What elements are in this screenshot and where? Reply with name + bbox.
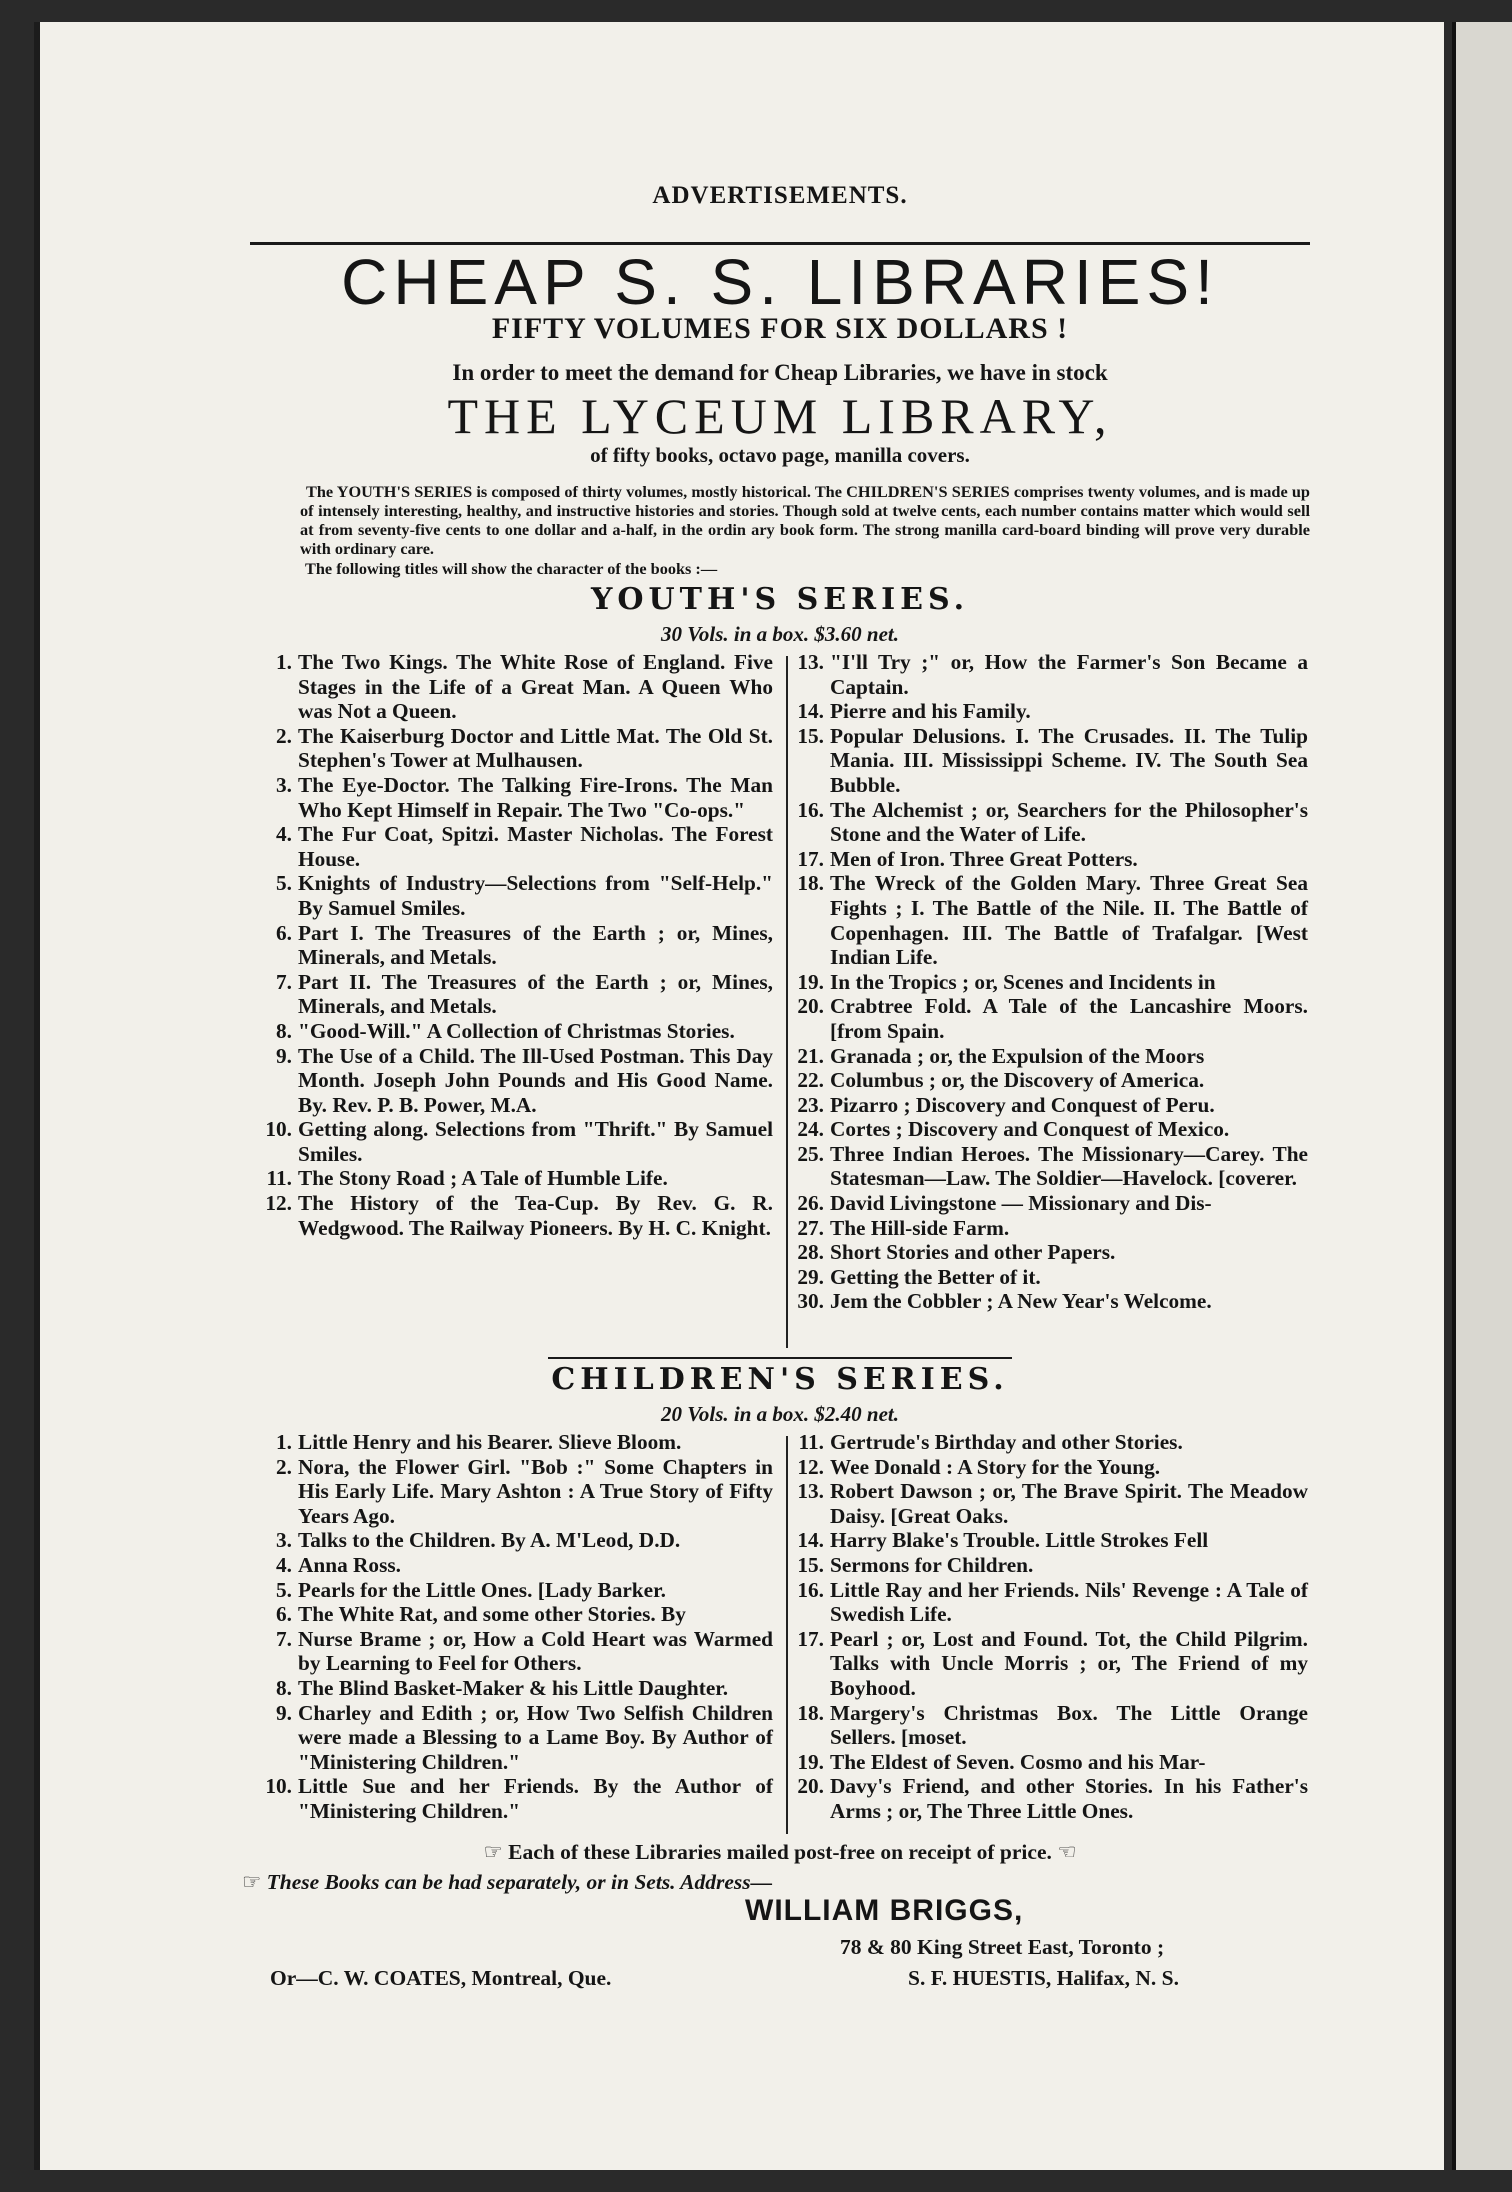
item-number: 10. — [265, 1117, 292, 1142]
item-number: 5. — [276, 871, 292, 896]
item-number: 6. — [276, 920, 292, 945]
list-item — [790, 1553, 1308, 1578]
pointing-hand-icon: ☞ — [242, 1870, 262, 1895]
list-item — [258, 1455, 773, 1529]
list-item — [258, 1430, 773, 1455]
mailed-notice — [250, 1840, 1310, 1865]
childrens-right-column — [790, 1430, 1308, 1824]
item-number: 17. — [797, 846, 824, 871]
subheadline: FIFTY VOLUMES FOR SIX DOLLARS ! — [491, 312, 1069, 345]
item-title: Harry Blake's Trouble. Little Strokes Fell — [830, 1528, 1209, 1553]
item-number: 10. — [265, 1774, 292, 1799]
item-number: 3. — [276, 772, 292, 797]
item-number: 21. — [797, 1043, 824, 1068]
list-item — [790, 1093, 1308, 1118]
list-item — [790, 1774, 1308, 1823]
youths-series-subtitle: 30 Vols. in a box. $3.60 net. — [660, 622, 900, 646]
item-number: 24. — [797, 1117, 824, 1142]
list-item — [258, 1117, 773, 1166]
item-number: 23. — [797, 1092, 824, 1117]
item-title: Three Indian Heroes. The Missionary—Carey. The Statesman—Law. The Soldier—Havelock. [coverer. — [830, 1141, 1308, 1191]
item-title: Popular Delusions. I. The Crusades. II. The Tulip Mania. III. Mississippi Scheme. IV. The South Sea Bubble. — [830, 723, 1308, 797]
youths-left-column — [258, 650, 773, 1240]
item-title: The Hill-side Farm. — [830, 1215, 1010, 1240]
youths-series-title: YOUTH'S SERIES. — [590, 582, 970, 617]
item-number: 13. — [797, 650, 824, 674]
list-item — [790, 1265, 1308, 1290]
following-titles-note: The following titles will show the character of the books :— — [305, 559, 718, 578]
publisher-address: 78 & 80 King Street East, Toronto ; — [840, 1935, 1165, 1959]
list-item — [790, 724, 1308, 798]
library-description: of fifty books, octavo page, manilla covers. — [590, 443, 970, 467]
item-number: 11. — [266, 1166, 292, 1191]
item-title: Anna Ross. — [298, 1552, 401, 1577]
childrens-column-divider — [786, 1436, 788, 1834]
item-number: 16. — [797, 1577, 824, 1602]
item-number: 20. — [797, 1774, 824, 1799]
item-title: The Use of a Child. The Ill-Used Postman. This Day Month. Joseph John Pounds and His Good Name. By. Rev. P. B. Power, M.A. — [298, 1043, 773, 1117]
list-item — [790, 847, 1308, 872]
item-number: 18. — [797, 871, 824, 896]
item-number: 11. — [798, 1430, 824, 1454]
list-item — [790, 1142, 1308, 1191]
item-title: Crabtree Fold. A Tale of the Lancashire Moors. [from Spain. — [830, 994, 1308, 1043]
list-item — [790, 1627, 1308, 1701]
item-title: David Livingstone — Missionary and Dis- — [830, 1191, 1212, 1216]
item-number: 9. — [276, 1043, 292, 1068]
item-title: The Eldest of Seven. Cosmo and his Mar- — [830, 1749, 1206, 1774]
item-number: 22. — [797, 1068, 824, 1093]
list-item — [258, 1627, 773, 1676]
pointing-hand-icon: ☞ — [483, 1840, 503, 1865]
childrens-series-title: CHILDREN'S SERIES. — [551, 1362, 1009, 1397]
item-title: The History of the Tea-Cup. By Rev. G. R. Wedgwood. The Railway Pioneers. By H. C. Knight. — [298, 1191, 773, 1240]
item-number: 2. — [276, 1454, 292, 1479]
list-item — [790, 1430, 1308, 1455]
item-number: 1. — [276, 1430, 292, 1454]
item-title: The Wreck of the Golden Mary. Three Great Sea Fights ; I. The Battle of the Nile. II. The Battle of Copenhagen. III. The Battle of Trafalgar. [West Indian Life. — [830, 871, 1308, 970]
item-number: 5. — [276, 1577, 292, 1602]
item-title: Jem the Cobbler ; A New Year's Welcome. — [830, 1289, 1212, 1314]
item-title: The Eye-Doctor. The Talking Fire-Irons. The Man Who Kept Himself in Repair. The Two "Co-ops." — [298, 772, 773, 822]
list-item — [790, 1289, 1308, 1314]
item-title: Talks to the Children. By A. M'Leod, D.D. — [298, 1528, 681, 1553]
list-item — [258, 724, 773, 773]
item-title: Cortes ; Discovery and Conquest of Mexico. — [830, 1117, 1230, 1142]
list-item — [258, 1019, 773, 1044]
item-title: The Alchemist ; or, Searchers for the Philosopher's Stone and the Water of Life. — [830, 797, 1308, 847]
library-name: THE LYCEUM LIBRARY, — [447, 388, 1113, 444]
list-item — [258, 1602, 773, 1627]
item-title: Part I. The Treasures of the Earth ; or, Mines, Minerals, and Metals. — [298, 920, 773, 970]
list-item — [790, 970, 1308, 995]
list-item — [790, 1216, 1308, 1241]
item-number: 3. — [276, 1528, 292, 1553]
youths-right-column — [790, 650, 1308, 1314]
list-item — [790, 1578, 1308, 1627]
item-title: Part II. The Treasures of the Earth ; or, Mines, Minerals, and Metals. — [298, 969, 773, 1019]
heading-rule — [250, 242, 1310, 245]
item-title: Sermons for Children. — [830, 1552, 1034, 1577]
list-item — [258, 1166, 773, 1191]
item-number: 27. — [797, 1215, 824, 1240]
item-number: 7. — [276, 969, 292, 994]
list-item — [258, 1676, 773, 1701]
advertisements-heading: ADVERTISEMENTS. — [652, 182, 908, 209]
pointing-hand-icon: ☜ — [1057, 1840, 1077, 1865]
item-title: Men of Iron. Three Great Potters. — [830, 846, 1138, 871]
montreal-agent: Or—C. W. COATES, Montreal, Que. — [270, 1966, 612, 1990]
item-title: Nurse Brame ; or, How a Cold Heart was Warmed by Learning to Feel for Others. — [298, 1626, 773, 1676]
list-item — [790, 1240, 1308, 1265]
item-title: Robert Dawson ; or, The Brave Spirit. The Meadow Daisy. [Great Oaks. — [830, 1479, 1308, 1528]
item-number: 12. — [797, 1454, 824, 1479]
publisher-name: WILLIAM BRIGGS, — [745, 1894, 1024, 1927]
item-title: The Stony Road ; A Tale of Humble Life. — [298, 1166, 668, 1191]
item-title: The Two Kings. The White Rose of England. Five Stages in the Life of a Great Man. A Queen Who was Not a Queen. — [298, 650, 773, 724]
list-item — [258, 1044, 773, 1118]
item-number: 28. — [797, 1240, 824, 1265]
item-title: Margery's Christmas Box. The Little Orange Sellers. [moset. — [830, 1700, 1308, 1750]
list-item — [790, 1191, 1308, 1216]
list-item — [790, 1750, 1308, 1775]
item-title: Gertrude's Birthday and other Stories. — [830, 1430, 1183, 1454]
item-title: The White Rat, and some other Stories. By — [298, 1602, 686, 1627]
list-item — [258, 921, 773, 970]
item-number: 4. — [276, 1552, 292, 1577]
item-number: 14. — [797, 699, 824, 724]
item-title: Short Stories and other Papers. — [830, 1240, 1116, 1265]
item-number: 17. — [797, 1626, 824, 1651]
item-title: Little Sue and her Friends. By the Author of "Ministering Children." — [298, 1774, 773, 1823]
list-item — [258, 650, 773, 724]
item-number: 30. — [797, 1289, 824, 1314]
item-title: Little Ray and her Friends. Nils' Revenge : A Tale of Swedish Life. — [830, 1577, 1308, 1627]
childrens-left-column — [258, 1430, 773, 1824]
list-item — [790, 798, 1308, 847]
item-title: Pierre and his Family. — [830, 699, 1031, 724]
item-number: 6. — [276, 1602, 292, 1627]
item-title: Getting the Better of it. — [830, 1264, 1041, 1289]
list-item — [258, 1578, 773, 1603]
headline: CHEAP S. S. LIBRARIES! — [341, 246, 1219, 318]
item-title: Getting along. Selections from "Thrift." By Samuel Smiles. — [298, 1117, 773, 1166]
youths-column-divider — [786, 656, 788, 1348]
list-item — [258, 1701, 773, 1775]
list-item — [258, 1774, 773, 1823]
list-item — [790, 1117, 1308, 1142]
item-title: Granada ; or, the Expulsion of the Moors — [830, 1043, 1205, 1068]
item-number: 15. — [797, 1552, 824, 1577]
item-number: 18. — [797, 1700, 824, 1725]
item-title: In the Tropics ; or, Scenes and Incidents in — [830, 969, 1216, 994]
item-title: The Blind Basket-Maker & his Little Daughter. — [298, 1675, 729, 1700]
item-number: 2. — [276, 723, 292, 748]
list-item — [790, 994, 1308, 1043]
item-number: 25. — [797, 1141, 824, 1166]
item-title: Pizarro ; Discovery and Conquest of Peru. — [830, 1092, 1215, 1117]
item-number: 4. — [276, 822, 292, 847]
item-title: Columbus ; or, the Discovery of America. — [830, 1068, 1205, 1093]
sets-notice — [242, 1870, 772, 1895]
childrens-series-subtitle: 20 Vols. in a box. $2.40 net. — [660, 1402, 900, 1426]
item-number: 1. — [276, 650, 292, 674]
item-number: 19. — [797, 1749, 824, 1774]
list-item — [790, 1528, 1308, 1553]
item-number: 7. — [276, 1626, 292, 1651]
item-number: 12. — [265, 1191, 292, 1216]
item-title: The Fur Coat, Spitzi. Master Nicholas. The Forest House. — [298, 822, 773, 871]
item-title: Wee Donald : A Story for the Young. — [830, 1454, 1161, 1479]
item-number: 26. — [797, 1191, 824, 1216]
list-item — [790, 699, 1308, 724]
list-item — [790, 1455, 1308, 1480]
item-title: The Kaiserburg Doctor and Little Mat. The Old St. Stephen's Tower at Mulhausen. — [298, 723, 773, 773]
item-number: 13. — [797, 1479, 824, 1504]
item-number: 9. — [276, 1700, 292, 1725]
item-title: Little Henry and his Bearer. Slieve Bloom. — [298, 1430, 682, 1454]
item-number: 20. — [797, 994, 824, 1019]
list-item — [790, 871, 1308, 969]
item-number: 15. — [797, 723, 824, 748]
sets-notice-text: These Books can be had separately, or in Sets. Address— — [266, 1870, 773, 1894]
item-number: 19. — [797, 969, 824, 994]
list-item — [258, 871, 773, 920]
item-title: Davy's Friend, and other Stories. In his Father's Arms ; or, The Three Little Ones. — [830, 1774, 1308, 1823]
item-title: Knights of Industry—Selections from "Self-Help." By Samuel Smiles. — [298, 871, 773, 920]
series-rule — [548, 1357, 1012, 1359]
list-item — [258, 1528, 773, 1553]
item-title: Charley and Edith ; or, How Two Selfish Children were made a Blessing to a Lame Boy. By Author of "Ministering Children." — [298, 1700, 773, 1774]
item-title: Nora, the Flower Girl. "Bob :" Some Chapters in His Early Life. Mary Ashton : A True Story of Fifty Years Ago. — [298, 1454, 773, 1528]
series-description: The YOUTH'S SERIES is composed of thirty volumes, mostly historical. The CHILDREN'S SERIES comprises twenty volumes, and is made up of intensely interesting, healthy, and instructive histories and stories. Though sold at twelve cents, each number contains matter which would sell at from seventy-five cents to one dollar and a-half, in the ordin ary book form. The strong manilla card-board binding will prove very durable with ordinary care. — [300, 482, 1310, 558]
list-item — [258, 822, 773, 871]
item-number: 8. — [276, 1018, 292, 1043]
halifax-agent: S. F. HUESTIS, Halifax, N. S. — [908, 1966, 1180, 1990]
item-title: Pearl ; or, Lost and Found. Tot, the Child Pilgrim. Talks with Uncle Morris ; or, The Friend of my Boyhood. — [830, 1626, 1308, 1700]
mailed-notice-text: Each of these Libraries mailed post-free on receipt of price. — [508, 1840, 1052, 1864]
list-item — [258, 1553, 773, 1578]
item-number: 8. — [276, 1675, 292, 1700]
list-item — [258, 970, 773, 1019]
intro-text: In order to meet the demand for Cheap Libraries, we have in stock — [452, 360, 1108, 385]
list-item — [790, 1044, 1308, 1069]
list-item — [790, 1701, 1308, 1750]
item-number: 29. — [797, 1264, 824, 1289]
item-title: Pearls for the Little Ones. [Lady Barker. — [298, 1577, 666, 1602]
list-item — [790, 650, 1308, 699]
list-item — [790, 1068, 1308, 1093]
item-number: 14. — [797, 1528, 824, 1553]
item-title: "Good-Will." A Collection of Christmas Stories. — [298, 1018, 735, 1043]
list-item — [790, 1479, 1308, 1528]
item-title: "I'll Try ;" or, How the Farmer's Son Became a Captain. — [830, 650, 1308, 699]
list-item — [258, 1191, 773, 1240]
item-number: 16. — [797, 797, 824, 822]
list-item — [258, 773, 773, 822]
